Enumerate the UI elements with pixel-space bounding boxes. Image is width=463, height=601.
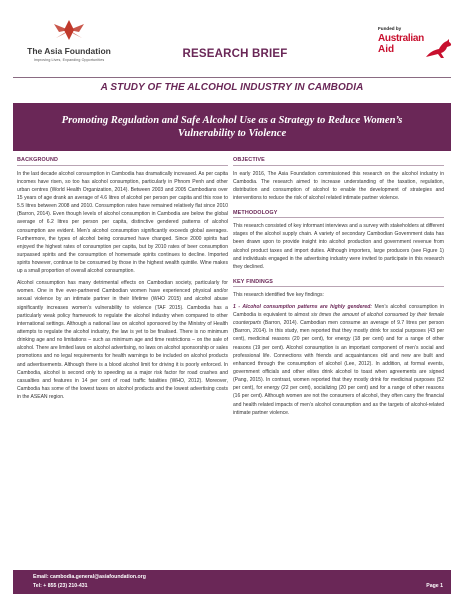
page-number: Page 1 [426, 583, 443, 589]
key-finding-1-lead: 1 - Alcohol consumption patterns are highly gendered: [233, 303, 372, 310]
key-findings-heading: KEY FINDINGS [233, 279, 444, 288]
australian-aid-logo [378, 22, 462, 70]
footer-phone: Tel: + 855 (23) 210-431 [33, 583, 88, 589]
methodology-paragraph: This research consisted of key informant interviews and a survey with stakeholders at different stages of the alcohol supply chain. A variety of secondary Cambodian Government data has been drawn upon to provide insight into alcohol production and government revenue from alcohol product taxes and import duties. Although importers, large producers (see Figure 1) and individuals engaged in the advertising industry were invited to participate in this research they declined. [233, 223, 444, 270]
right-column [233, 157, 444, 420]
org-tagline: Improving Lives, Expanding Opportunities [33, 58, 105, 62]
methodology-heading: METHODOLOGY [233, 210, 444, 219]
banner-text: Promoting Regulation and Safe Alcohol Use as a Strategy to Reduce Women’s Vulnerability to Violence [61, 114, 403, 139]
page-title: A STUDY OF THE ALCOHOL INDUSTRY IN CAMBODIA [100, 82, 364, 93]
org-name: The Asia Foundation [27, 46, 111, 56]
footer-email[interactable]: Email: cambodia.general@asiafoundation.org [33, 574, 146, 580]
asia-foundation-mark-icon [24, 18, 114, 44]
page-footer [13, 570, 451, 594]
key-finding-1-text-b: (Barron, 2014). Cambodian men consume an average of 9.7 litres per person (Barron, 2014). In this study, men reported that they mostly drink for social purposes (43 per cent), medicinal reasons (20 per cent), for energy (18 per cent) and for a range of other reasons (19 per cent). Alcohol consumption is an important component of men’s social and professional life. Connections with friends and acquaintances old and new are built and enhanced through the consumption of alcohol (Lee, 2012). In addition, at formal events, government officials and other elites drink alcohol to toast when agreements are signed (Pang, 2015). In contrast, women reported that they mostly drink for medicinal purposes (52 per cent), for energy (22 per cent), socializing (20 per cent) and for a range of other reasons (16 per cent). Although women are not the consumers of alcohol, they often carry the financial and health related impacts of men’s alcohol consumption and as the targets of alcohol-related intimate partner violence. [233, 320, 444, 416]
key-finding-1-text-a: Men’s alcohol consumption in Cambodia is equivalent to almost [233, 303, 445, 318]
funder-name-line2: Aid [378, 44, 395, 55]
background-paragraph-2: Alcohol consumption has many detrimental effects on Cambodian society, particularly for women. One in five ever-partnered Cambodian women have experienced physical and/or sexual violence by an intimate partner in their lifetime (WHO 2015) and alcohol abuse significantly increases women’s vulnerability to violence (TAF 2015). Cambodia has a particularly weak policy framework to regulate the alcohol industry when compared to other international settings. Although a national law on alcohol sponsored by the Ministry of Health attempts to regulate the alcohol industry, the law is yet to be finalised. There is no minimum drinking age and no limitations – such as minimum age and time restrictions – on the sale of alcohol. There are limited laws on alcohol advertising, no laws on alcohol sponsorship or sales promotions and no legal requirements for health warnings to be included on alcohol products and advertisements. Although there is a blood alcohol limit for driving it is poorly enforced. In Cambodia, alcohol is second only to speeding as a major risk factor for road crashes and casualties and features in 14 per cent of road traffic fatalities (WHO, 2012). Moreover, Cambodia has some of the lowest taxes on alcohol products and the lowest advertising costs in the ASEAN region. [17, 280, 228, 401]
key-finding-1-italic: six times the amount of alcohol consumed by their female counterparts [233, 311, 445, 327]
key-findings-intro: This research identified five key findings: [233, 292, 324, 299]
page-header [0, 0, 463, 78]
objective-heading: OBJECTIVE [233, 157, 444, 166]
asia-foundation-logo [14, 18, 134, 62]
objective-paragraph: In early 2016, The Asia Foundation commissioned this research on the alcohol industry in Cambodia. The research aimed to increase understanding of the taxation, regulation, distribution and consumption of alcohol to enable the development of strategies and interventions to reduce the risk of alcohol related intimate partner violence. [233, 170, 444, 201]
key-finding-1 [233, 303, 444, 417]
kangaroo-icon [422, 38, 456, 60]
left-column [17, 157, 228, 405]
background-paragraph-1: In the last decade alcohol consumption in Cambodia has dramatically increased. As per capita incomes have risen, so too has alcohol consumption, particularly in Phnom Penh and other urban centres (World Health Organization, 2014). Between 2003 and 2005 Cambodians over 15 years of age drank an average of 4.6 litres of alcohol per person per capita and this rose to 5.5 litres between 2008 and 2010. Consumption rates have remained relatively flat since 2010 (Barron, 2014). Even though levels of alcohol consumption in Cambodia are below the global average of 6.2 litres per person per capita, distinctive gendered patterns of alcohol consumption are evident. Men’s alcohol consumption significantly exceeds global averages. Furthermore, the types of alcohol being consumed have changed. Since 2000 spirits had enjoyed the highest rates of consumption per capita, but by 2010 rates of beer consumption surpassed spirits and the consumption of homemade spirits continues to decline. Imported spirits however, continue to be consumed by those in the highest wealth quintile. Wine makes up a small proportion of overall alcohol consumption. [17, 170, 228, 275]
document-type: RESEARCH BRIEF [182, 48, 288, 60]
header-divider [13, 77, 451, 78]
subtitle-banner [13, 103, 451, 151]
funded-by-label: Funded by [378, 26, 402, 31]
funder-name-line1: Australian [378, 33, 424, 44]
background-heading: BACKGROUND [17, 157, 228, 166]
